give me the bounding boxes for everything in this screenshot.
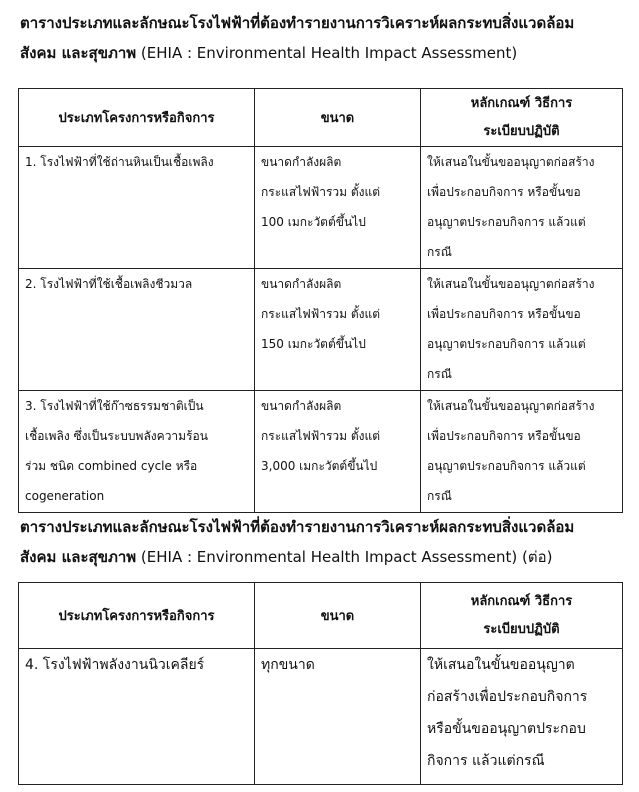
cell-line: ร่วม ชนิด combined cycle หรือ <box>25 459 198 473</box>
table-title-line2 <box>20 38 632 68</box>
table-title-rest: (EHIA : Environmental Health Impact Assessment) (ต่อ) <box>136 548 553 566</box>
criteria-header-line2: ระเบียบปฏิบัติ <box>483 621 560 637</box>
table-row <box>19 269 623 391</box>
criteria-header-line2: ระเบียบปฏิบัติ <box>483 123 560 139</box>
cell-line: เชื้อเพลิง ซึ่งเป็นระบบพลังความร้อน <box>25 429 208 443</box>
column-header-type: ประเภทโครงการหรือกิจการ <box>19 89 255 147</box>
cell-line: 3. โรงไฟฟ้าที่ใช้ก๊าซธรรมชาติเป็น <box>25 399 204 413</box>
size-cell <box>255 269 421 391</box>
table-title-line1: ตารางประเภทและลักษณะโรงไฟฟ้าที่ต้องทำรายงานการวิเคราะห์ผลกระทบสิ่งแวดล้อม <box>20 14 575 32</box>
cell-line: 2. โรงไฟฟ้าที่ใช้เชื้อเพลิงชีวมวล <box>25 277 193 291</box>
cell-line: 3,000 เมกะวัตต์ขึ้นไป <box>261 459 378 473</box>
project-type-cell <box>19 147 255 269</box>
table-title-line2 <box>20 542 632 572</box>
cell-line: กระแสไฟฟ้ารวม ตั้งแต่ <box>261 429 381 443</box>
cell-line: ขนาดกำลังผลิต <box>261 277 342 291</box>
criteria-cell <box>421 649 623 785</box>
column-header-size: ขนาด <box>255 89 421 147</box>
column-header-criteria <box>421 583 623 649</box>
cell-line: 4. โรงไฟฟ้าพลังงานนิวเคลียร์ <box>25 657 205 673</box>
table-row <box>19 649 623 785</box>
cell-line: อนุญาตประกอบกิจการ แล้วแต่ <box>427 337 586 351</box>
cell-line: ให้เสนอในขั้นขออนุญาตก่อสร้าง <box>427 399 595 413</box>
criteria-cell <box>421 391 623 513</box>
cell-line: ให้เสนอในขั้นขออนุญาต <box>427 657 575 673</box>
project-type-cell <box>19 649 255 785</box>
project-type-cell <box>19 391 255 513</box>
table-row <box>19 391 623 513</box>
table-title-bold: สังคม และสุขภาพ <box>20 44 137 62</box>
table-title <box>20 8 632 68</box>
cell-line: กระแสไฟฟ้ารวม ตั้งแต่ <box>261 185 381 199</box>
size-cell <box>255 391 421 513</box>
cell-line: กรณี <box>427 489 452 503</box>
cell-line: ขนาดกำลังผลิต <box>261 399 342 413</box>
table-title-line1: ตารางประเภทและลักษณะโรงไฟฟ้าที่ต้องทำรายงานการวิเคราะห์ผลกระทบสิ่งแวดล้อม <box>20 518 575 536</box>
cell-line: อนุญาตประกอบกิจการ แล้วแต่ <box>427 215 586 229</box>
size-cell <box>255 649 421 785</box>
cell-line: ให้เสนอในขั้นขออนุญาตก่อสร้าง <box>427 155 595 169</box>
criteria-cell <box>421 269 623 391</box>
table-header-row <box>19 89 623 147</box>
cell-line: หรือขั้นขออนุญาตประกอบ <box>427 721 586 737</box>
ehia-table <box>18 88 623 513</box>
criteria-header-line1: หลักเกณฑ์ วิธีการ <box>470 95 573 111</box>
cell-line: กรณี <box>427 245 452 259</box>
size-cell <box>255 147 421 269</box>
cell-line: ขนาดกำลังผลิต <box>261 155 342 169</box>
ehia-table-continued <box>18 582 623 785</box>
column-header-size: ขนาด <box>255 583 421 649</box>
cell-line: เพื่อประกอบกิจการ หรือขั้นขอ <box>427 307 581 321</box>
cell-line: ให้เสนอในขั้นขออนุญาตก่อสร้าง <box>427 277 595 291</box>
cell-line: cogeneration <box>25 489 105 503</box>
table-row <box>19 147 623 269</box>
column-header-criteria <box>421 89 623 147</box>
table-title-bold: สังคม และสุขภาพ <box>20 548 137 566</box>
table-title-rest: (EHIA : Environmental Health Impact Assessment) <box>136 44 518 62</box>
criteria-cell <box>421 147 623 269</box>
project-type-cell <box>19 269 255 391</box>
cell-line: อนุญาตประกอบกิจการ แล้วแต่ <box>427 459 586 473</box>
cell-line: กิจการ แล้วแต่กรณี <box>427 753 545 769</box>
cell-line: กระแสไฟฟ้ารวม ตั้งแต่ <box>261 307 381 321</box>
criteria-header-line1: หลักเกณฑ์ วิธีการ <box>470 593 573 609</box>
cell-line: กรณี <box>427 367 452 381</box>
cell-line: ทุกขนาด <box>261 657 315 673</box>
column-header-type: ประเภทโครงการหรือกิจการ <box>19 583 255 649</box>
cell-line: 1. โรงไฟฟ้าที่ใช้ถ่านหินเป็นเชื้อเพลิง <box>25 155 214 169</box>
cell-line: เพื่อประกอบกิจการ หรือขั้นขอ <box>427 429 581 443</box>
cell-line: เพื่อประกอบกิจการ หรือขั้นขอ <box>427 185 581 199</box>
cell-line: 150 เมกะวัตต์ขึ้นไป <box>261 337 366 351</box>
table-title-continued <box>20 512 632 572</box>
table-header-row <box>19 583 623 649</box>
cell-line: 100 เมกะวัตต์ขึ้นไป <box>261 215 366 229</box>
cell-line: ก่อสร้างเพื่อประกอบกิจการ <box>427 689 588 705</box>
